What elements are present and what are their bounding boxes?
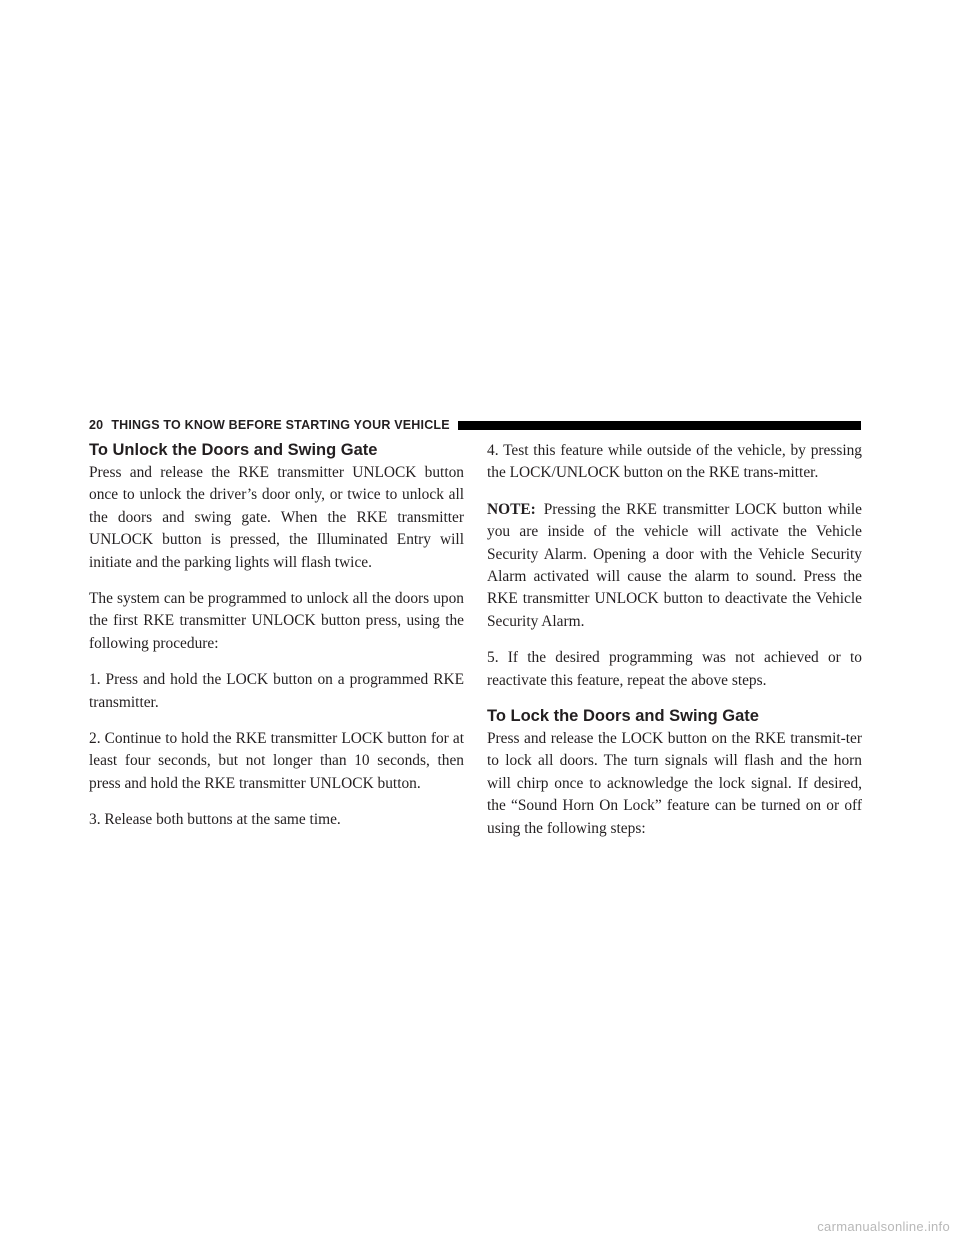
lock-heading: To Lock the Doors and Swing Gate — [487, 707, 759, 726]
step-2: 2. Continue to hold the RKE transmitter LOCK button for at least four seconds, but not longer than 10 seconds, then press and hold the RKE transmitter UNLOCK button. — [89, 730, 464, 792]
section-title: THINGS TO KNOW BEFORE STARTING YOUR VEHICLE — [111, 418, 450, 432]
note-paragraph — [487, 499, 862, 633]
header-rule — [458, 421, 861, 430]
page-header — [89, 418, 861, 432]
program-paragraph: The system can be programmed to unlock all the doors upon the first RKE transmitter UNLOCK button press, using the following procedure: — [89, 590, 464, 652]
left-column — [89, 440, 464, 846]
note-text: Pressing the RKE transmitter LOCK button while you are inside of the vehicle will activate the Vehicle Security Alarm. Opening a door with the Vehicle Security Alarm activated will cause the alarm to sound. Press the RKE transmitter UNLOCK button to deactivate the Vehicle Security Alarm. — [487, 500, 862, 630]
step-3: 3. Release both buttons at the same time. — [89, 811, 341, 829]
lock-paragraph: Press and release the LOCK button on the RKE transmit-ter to lock all doors. The turn signals will flash and the horn will chirp once to acknowledge the lock signal. If desired, the “Sound Horn On Lock” feature can be turned on or off using the following steps: — [487, 730, 862, 837]
page-number: 20 — [89, 418, 104, 432]
right-column — [487, 440, 862, 854]
watermark: carmanualsonline.info — [817, 1219, 950, 1234]
step-4: 4. Test this feature while outside of the vehicle, by pressing the LOCK/UNLOCK button on the RKE trans-mitter. — [487, 442, 862, 482]
step-1: 1. Press and hold the LOCK button on a programmed RKE transmitter. — [89, 671, 464, 711]
note-label: NOTE: — [487, 500, 536, 518]
unlock-paragraph: Press and release the RKE transmitter UNLOCK button once to unlock the driver’s door only, or twice to unlock all the doors and swing gate. When the RKE transmitter UNLOCK button is pressed, the Illuminated Entry will initiate and the parking lights will flash twice. — [89, 464, 464, 571]
unlock-heading: To Unlock the Doors and Swing Gate — [89, 441, 378, 459]
step-5: 5. If the desired programming was not achieved or to reactivate this feature, repeat the above steps. — [487, 649, 862, 689]
